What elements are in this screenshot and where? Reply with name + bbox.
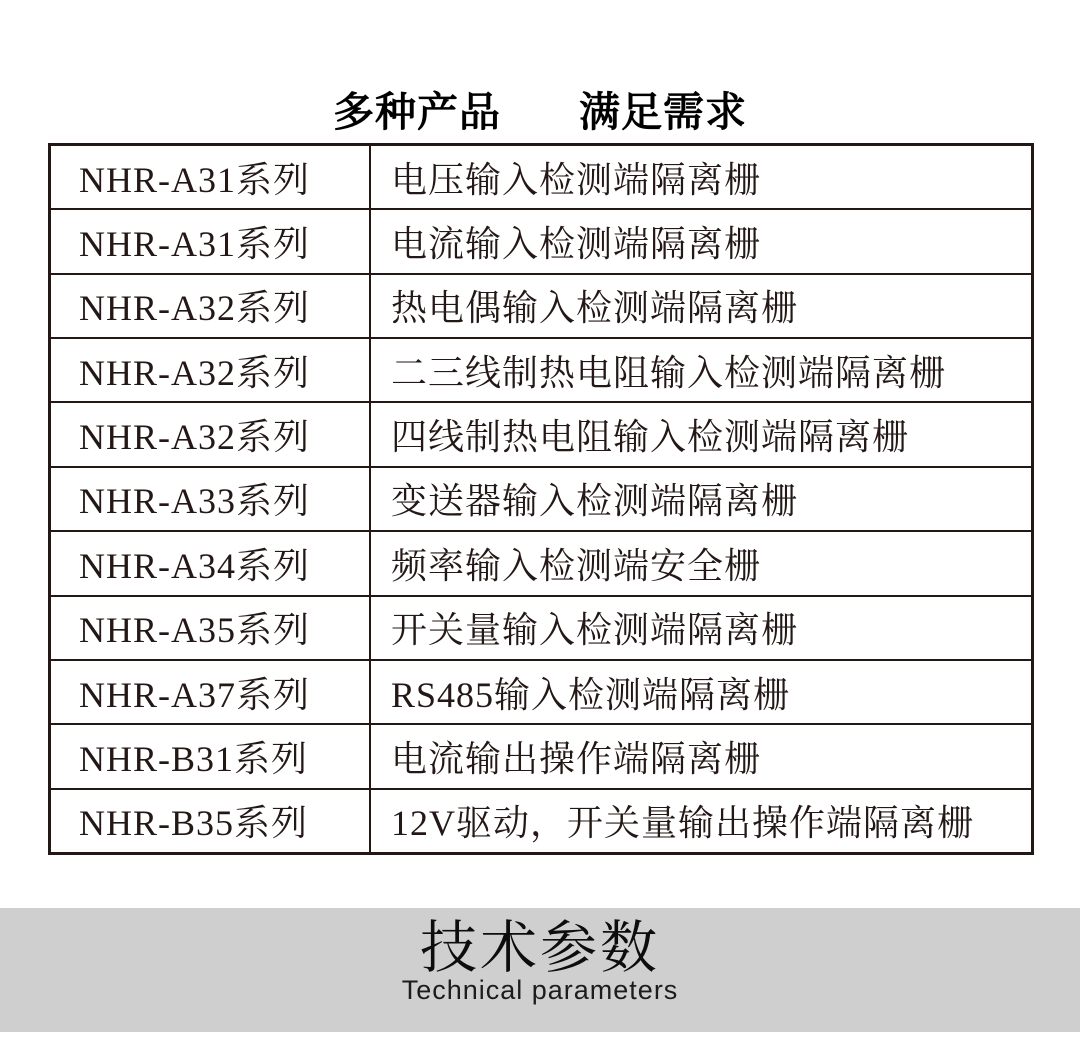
series-cell: NHR-A33系列 xyxy=(51,468,371,530)
series-cell: NHR-B31系列 xyxy=(51,725,371,787)
description-cell: 电流输入检测端隔离栅 xyxy=(391,224,762,265)
series-cell: NHR-A31系列 xyxy=(51,210,371,272)
table-row xyxy=(51,273,1031,337)
series-cell: NHR-A32系列 xyxy=(51,275,371,337)
series-cell: NHR-A32系列 xyxy=(51,339,371,401)
section-subtitle: Technical parameters xyxy=(401,974,679,1005)
series-cell: NHR-A34系列 xyxy=(51,532,371,594)
section-title: 技术参数 xyxy=(420,916,660,980)
description-cell: 四线制热电阻输入检测端隔离栅 xyxy=(391,417,910,458)
table-row xyxy=(51,337,1031,401)
table-row xyxy=(51,659,1031,723)
series-cell: NHR-A32系列 xyxy=(51,403,371,465)
description-cell: 电压输入检测端隔离栅 xyxy=(391,159,762,200)
description-cell: 热电偶输入检测端隔离栅 xyxy=(391,288,799,329)
description-cell: 频率输入检测端安全栅 xyxy=(391,545,762,586)
page-title-left: 多种产品 xyxy=(333,89,501,136)
description-cell: 变送器输入检测端隔离栅 xyxy=(391,481,799,522)
description-cell: 开关量输入检测端隔离栅 xyxy=(391,610,799,651)
description-cell: RS485输入检测端隔离栅 xyxy=(391,674,791,715)
table-row xyxy=(51,401,1031,465)
page-title-right: 满足需求 xyxy=(579,89,747,136)
description-cell: 电流输出操作端隔离栅 xyxy=(391,738,762,779)
table-row xyxy=(51,146,1031,208)
table-row xyxy=(51,723,1031,787)
table-row xyxy=(51,595,1031,659)
table-row xyxy=(51,788,1031,852)
description-cell: 二三线制热电阻输入检测端隔离栅 xyxy=(391,352,947,393)
table-row xyxy=(51,530,1031,594)
product-series-table xyxy=(48,143,1034,855)
description-cell: 12V驱动，开关量输出操作端隔离栅 xyxy=(391,803,974,844)
series-cell: NHR-A35系列 xyxy=(51,597,371,659)
series-cell: NHR-A31系列 xyxy=(51,146,371,208)
series-cell: NHR-B35系列 xyxy=(51,790,371,852)
series-cell: NHR-A37系列 xyxy=(51,661,371,723)
section-header-band xyxy=(0,908,1080,1032)
page-title xyxy=(0,79,1080,138)
table-row xyxy=(51,208,1031,272)
table-row xyxy=(51,466,1031,530)
